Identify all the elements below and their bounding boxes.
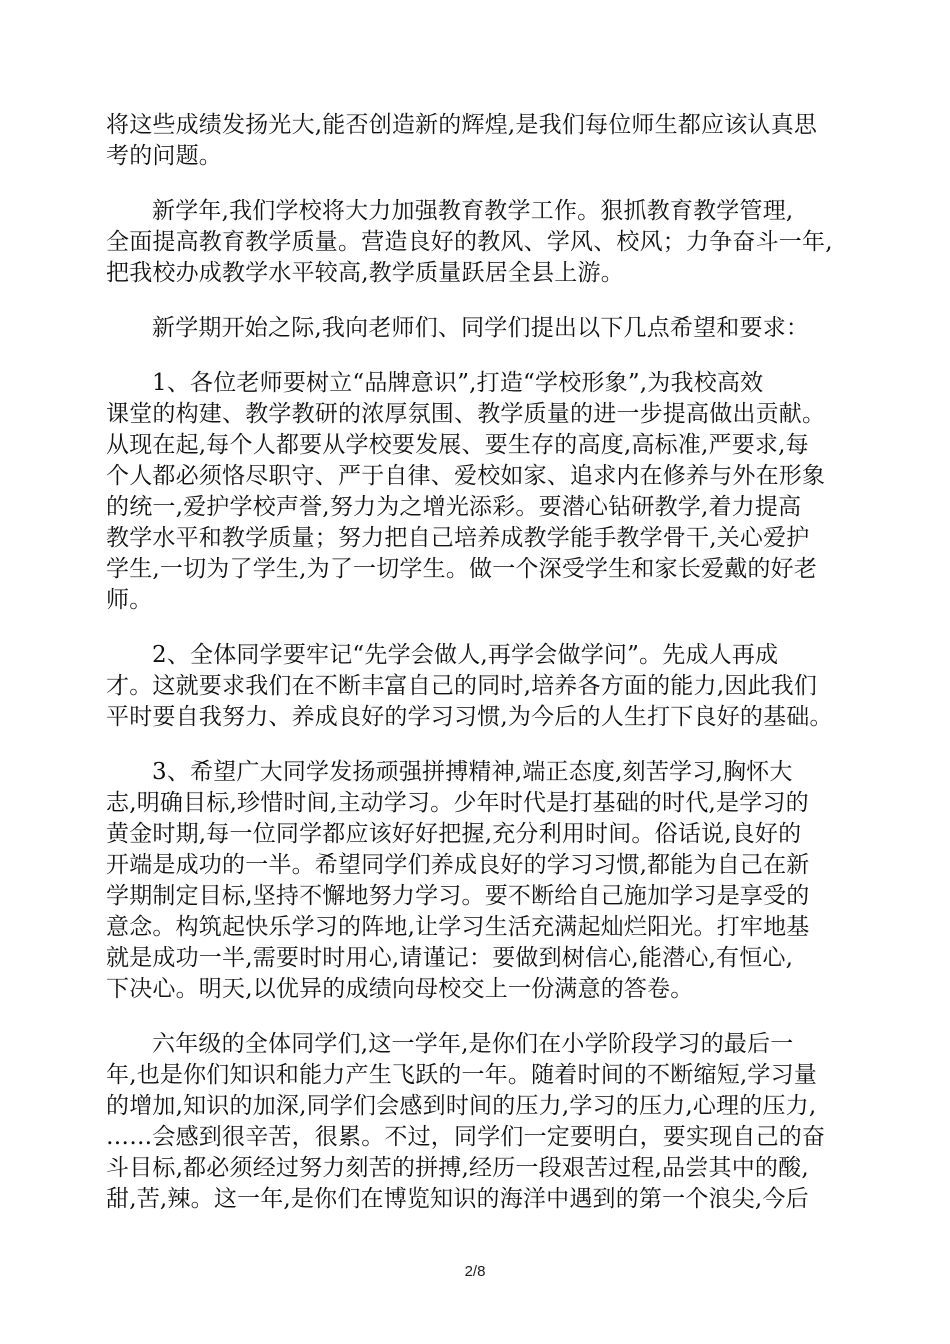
paragraph-point-2 bbox=[106, 640, 836, 733]
text-line: 黄金时期,每一位同学都应该好好把握,充分利用时间。俗话说,良好的 bbox=[106, 821, 802, 847]
paragraph-continuation bbox=[106, 110, 836, 172]
text-line: 把我校办成教学水平较高,教学质量跃居全县上游。 bbox=[106, 260, 624, 286]
text-line: 志,明确目标,珍惜时间,主动学习。少年时代是打基础的时代,是学习的 bbox=[106, 790, 809, 816]
text-line: 新学年,我们学校将大力加强教育教学工作。狠抓教育教学管理, bbox=[152, 198, 794, 224]
text-line: 甜,苦,辣。这一年,是你们在博览知识的海洋中遇到的第一个浪尖,今后 bbox=[106, 1186, 809, 1212]
text-line: 师。 bbox=[106, 587, 153, 613]
text-line: 全面提高教育教学质量。营造良好的教风、学风、校风；力争奋斗一年, bbox=[106, 229, 833, 255]
text-line: 考的问题。 bbox=[106, 143, 222, 169]
text-line: 六年级的全体同学们,这一学年,是你们在小学阶段学习的最后一 bbox=[152, 1031, 794, 1057]
text-line: 教学水平和教学质量；努力把自己培养成教学能手教学骨干,关心爱护 bbox=[106, 525, 810, 551]
text-line: 意念。构筑起快乐学习的阵地,让学习生活充满起灿烂阳光。打牢地基 bbox=[106, 914, 810, 940]
text-line: 新学期开始之际,我向老师们、同学们提出以下几点希望和要求： bbox=[152, 315, 810, 341]
text-line: 学期制定目标,坚持不懈地努力学习。要不断给自己施加学习是享受的 bbox=[106, 883, 810, 909]
paragraph-point-3 bbox=[106, 757, 836, 1005]
paragraph-new-school-year bbox=[106, 196, 836, 289]
text-line: 学生,一切为了学生,为了一切学生。做一个深受学生和家长爱戴的好老 bbox=[106, 556, 818, 582]
text-line: 1、各位老师要树立“品牌意识”,打造“学校形象”,为我校高效 bbox=[152, 370, 764, 396]
paragraph-sixth-grade bbox=[106, 1029, 836, 1215]
text-line: 才。这就要求我们在不断丰富自己的同时,培养各方面的能力,因此我们 bbox=[106, 673, 818, 699]
text-line: 开端是成功的一半。希望同学们养成良好的学习习惯,都能为自己在新 bbox=[106, 852, 810, 878]
paragraph-intro-requests bbox=[106, 313, 836, 344]
text-line: ……会感到很辛苦，很累。不过，同学们一定要明白，要实现自己的奋 bbox=[106, 1124, 826, 1150]
text-line: 2、全体同学要牢记“先学会做人,再学会做学问”。先成人再成 bbox=[152, 642, 779, 668]
text-line: 年,也是你们知识和能力产生飞跃的一年。随着时间的不断缩短,学习量 bbox=[106, 1062, 818, 1088]
paragraph-point-1 bbox=[106, 368, 836, 616]
text-line: 下决心。明天,以优异的成绩向母校交上一份满意的答卷。 bbox=[106, 976, 694, 1002]
text-line: 就是成功一半,需要时时用心,请谨记：要做到树信心,能潜心,有恒心, bbox=[106, 945, 794, 971]
text-line: 斗目标,都必须经过努力刻苦的拼搏,经历一段艰苦过程,品尝其中的酸, bbox=[106, 1155, 809, 1181]
text-line: 从现在起,每个人都要从学校要发展、要生存的高度,高标准,严要求,每 bbox=[106, 432, 809, 458]
document-body bbox=[106, 110, 836, 1239]
text-line: 3、希望广大同学发扬顽强拼搏精神,端正态度,刻苦学习,胸怀大 bbox=[152, 759, 793, 785]
text-line: 的增加,知识的加深,同学们会感到时间的压力,学习的压力,心理的压力, bbox=[106, 1093, 817, 1119]
page-number: 2/8 bbox=[464, 1263, 486, 1280]
text-line: 个人都必须恪尽职守、严于自律、爱校如家、追求内在修养与外在形象 bbox=[106, 463, 826, 489]
text-line: 课堂的构建、教学教研的浓厚氛围、教学质量的进一步提高做出贡献。 bbox=[106, 401, 826, 427]
text-line: 平时要自我努力、养成良好的学习习惯,为今后的人生打下良好的基础。 bbox=[106, 704, 833, 730]
text-line: 的统一,爱护学校声誉,努力为之增光添彩。要潜心钻研教学,着力提高 bbox=[106, 494, 802, 520]
text-line: 将这些成绩发扬光大,能否创造新的辉煌,是我们每位师生都应该认真思 bbox=[106, 112, 818, 138]
